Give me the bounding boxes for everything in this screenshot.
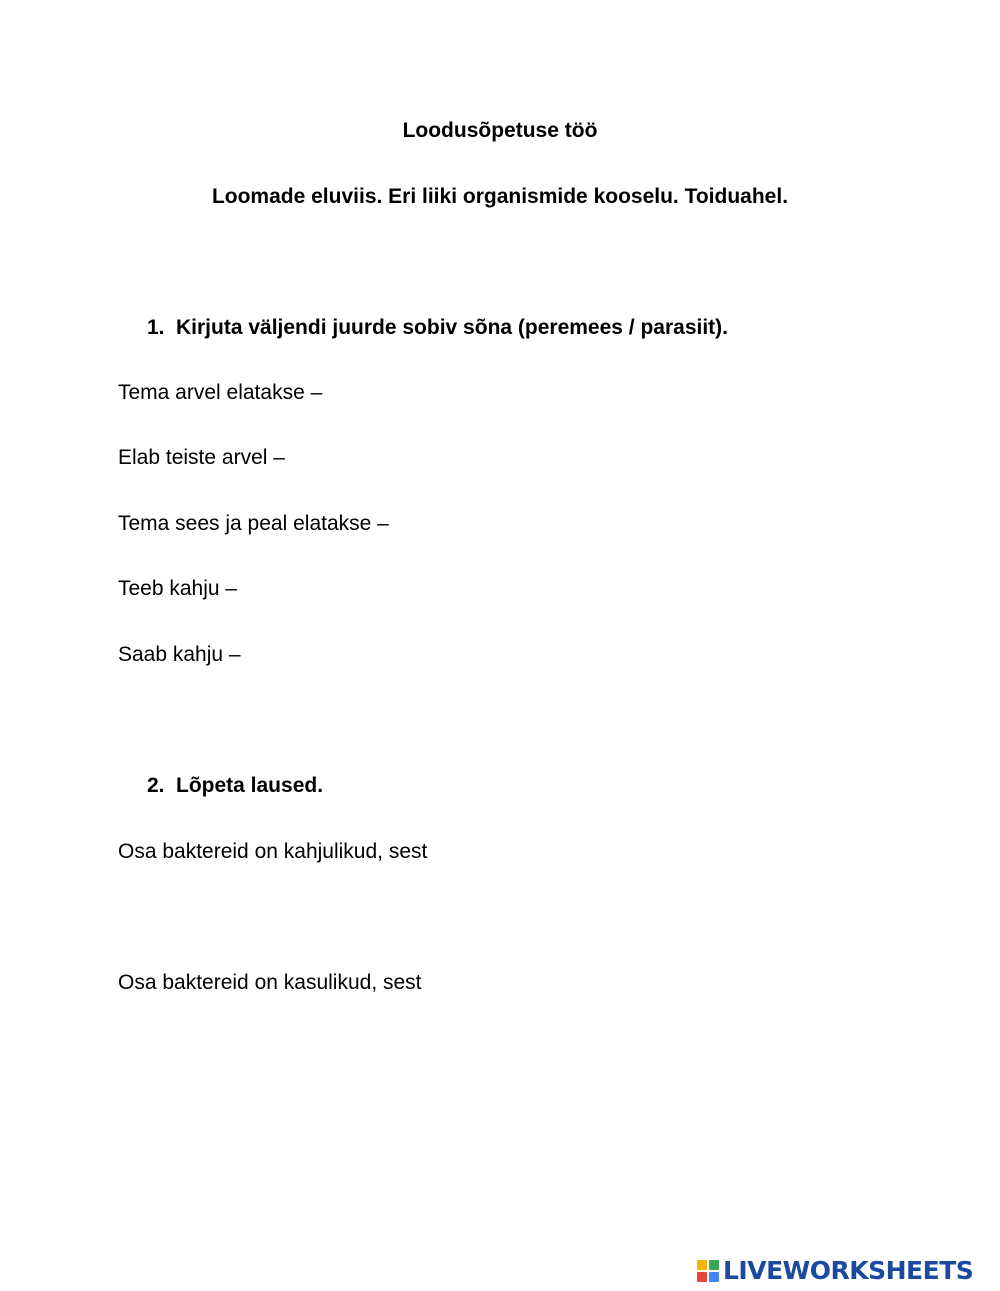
liveworksheets-logo bbox=[697, 1256, 973, 1286]
logo-square-v bbox=[697, 1272, 707, 1282]
task-1-line-2: Elab teiste arvel – bbox=[118, 446, 285, 469]
logo-squares-icon bbox=[697, 1260, 719, 1282]
worksheet-subtitle: Loomade eluviis. Eri liiki organismide kooselu. Toiduahel. bbox=[211, 185, 789, 208]
task-2-line-1: Osa baktereid on kahjulikud, sest bbox=[118, 840, 428, 863]
logo-square-e bbox=[709, 1272, 719, 1282]
task-1-line-4: Teeb kahju – bbox=[118, 577, 238, 600]
task-2-heading bbox=[147, 774, 323, 798]
logo-text: LIVEWORKSHEETS bbox=[723, 1256, 974, 1285]
task-1-instruction: Kirjuta väljendi juurde sobiv sõna (peremees / parasiit). bbox=[176, 316, 728, 339]
logo-square-i bbox=[709, 1260, 719, 1270]
logo-square-l bbox=[697, 1260, 707, 1270]
task-2-instruction: Lõpeta laused. bbox=[176, 774, 324, 797]
task-1-line-3: Tema sees ja peal elatakse – bbox=[118, 512, 389, 535]
task-1-line-5: Saab kahju – bbox=[118, 643, 241, 666]
worksheet-title: Loodusõpetuse töö bbox=[402, 119, 598, 142]
task-2-number: 2. bbox=[147, 774, 165, 797]
task-1-number: 1. bbox=[147, 316, 165, 339]
task-2-line-2: Osa baktereid on kasulikud, sest bbox=[118, 971, 422, 994]
task-1-line-1: Tema arvel elatakse – bbox=[118, 381, 323, 404]
task-1-heading bbox=[147, 316, 728, 340]
